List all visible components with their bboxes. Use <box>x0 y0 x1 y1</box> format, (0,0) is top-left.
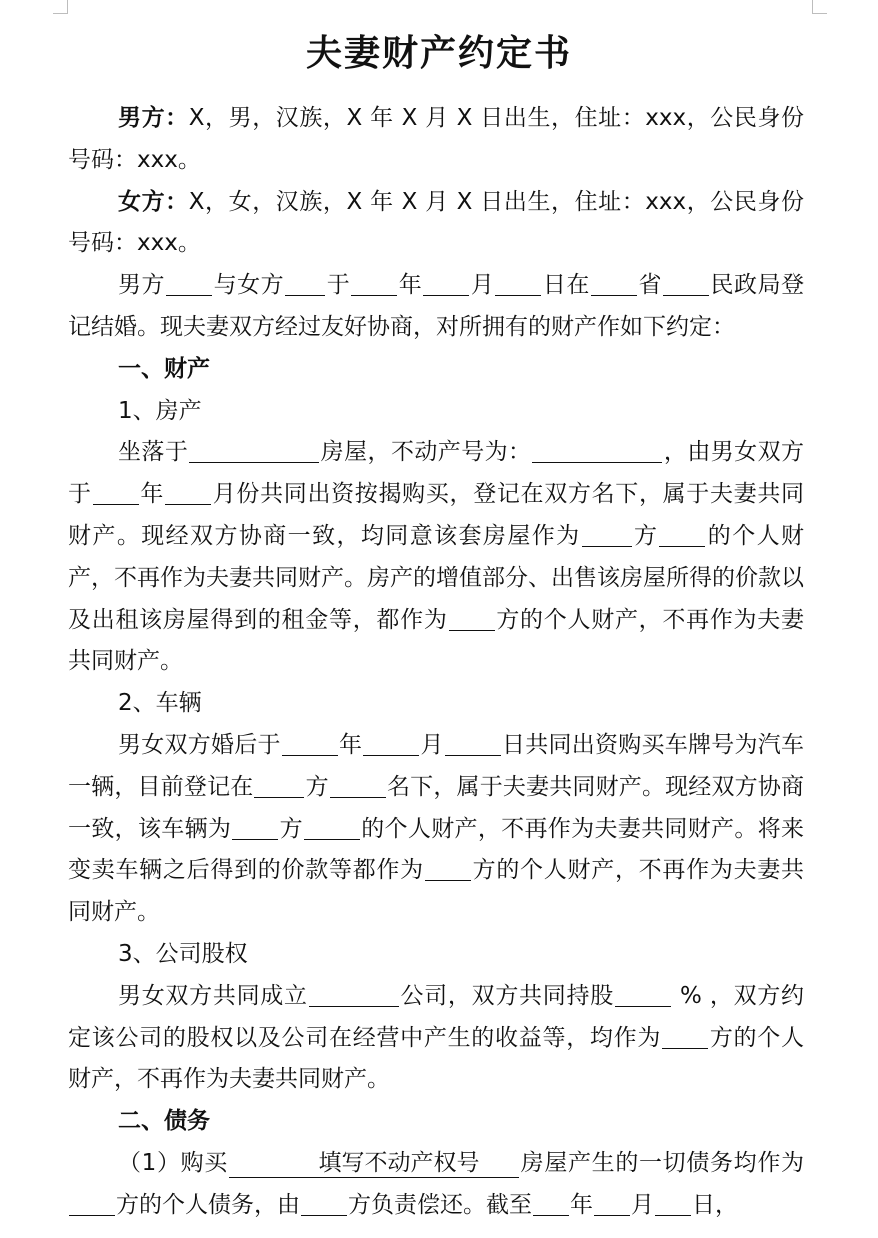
text-segment: 房屋产生的一切债务均作为 <box>519 1149 805 1176</box>
blank-field[interactable] <box>309 981 399 1007</box>
subheading-equity: 3、公司股权 <box>118 940 248 967</box>
blank-field[interactable] <box>532 437 662 463</box>
text-segment: 与女方 <box>213 272 285 299</box>
text-segment: （1）购买 <box>118 1149 228 1176</box>
text-segment: ，由男女双方于 <box>68 439 805 508</box>
blank-field[interactable] <box>582 521 632 547</box>
marriage-paragraph <box>68 265 804 349</box>
section-heading-debt: 二、债务 <box>118 1108 210 1135</box>
blank-field[interactable] <box>655 1190 691 1216</box>
text-segment: 日， <box>692 1191 738 1218</box>
blank-field[interactable] <box>69 1190 115 1216</box>
text-segment: 的个人财产，不再作为夫妻共同财产。房产的增值部分、出售该房屋所得的价款以及出租该房屋得到的租金等，都作为 <box>68 522 805 633</box>
text-segment: 月份共同出资按揭购买，登记在双方名下，属于夫妻共同财产。现经双方协商一致，均同意该套房屋作为 <box>68 481 805 549</box>
blank-field[interactable] <box>591 270 637 296</box>
blank-field[interactable] <box>662 1023 708 1049</box>
wife-text: X，女，汉族，X 年 X 月 X 日出生，住址：xxx，公民身份号码：xxx。 <box>68 188 804 257</box>
husband-label: 男方： <box>118 105 189 131</box>
blank-field[interactable] <box>232 814 278 840</box>
text-segment: 的个人财产，不再作为夫妻共同财产。将来变卖车辆之后得到的价款等都作为 <box>68 815 805 884</box>
blank-field[interactable] <box>495 270 541 296</box>
blank-field[interactable] <box>282 730 338 756</box>
blank-field[interactable] <box>166 270 212 296</box>
text-segment: 方的个人财产，不再作为夫妻共同财产。 <box>68 857 805 926</box>
text-segment: 于 <box>326 272 351 299</box>
text-segment: 年 <box>570 1191 593 1218</box>
text-segment: 方 <box>305 773 329 800</box>
subheading-house: 1、房产 <box>118 397 202 424</box>
section-heading-property: 一、财产 <box>118 355 210 382</box>
blank-field[interactable] <box>449 605 495 631</box>
text-segment: 日在 <box>542 272 590 299</box>
text-segment: 年 <box>139 481 165 508</box>
blank-field[interactable] <box>189 437 319 463</box>
text-segment: 月 <box>420 731 444 758</box>
blank-field[interactable] <box>330 772 386 798</box>
blank-field[interactable] <box>93 479 139 505</box>
page-corner-mark-left <box>53 0 68 14</box>
blank-field[interactable] <box>425 855 471 881</box>
blank-field[interactable] <box>363 730 419 756</box>
text-segment: 男女双方婚后于 <box>118 731 281 758</box>
property-right-number-field[interactable]: 填写不动产权号 <box>229 1149 519 1178</box>
document-title: 夫妻财产约定书 <box>305 33 572 75</box>
blank-field[interactable] <box>663 270 709 296</box>
text-segment: 民政局登记结婚。现夫妻双方经过友好协商，对所拥有的财产作如下约定： <box>68 272 805 340</box>
blank-field[interactable] <box>615 981 671 1007</box>
text-segment: 方的个人财产，不再作为夫妻共同财产。 <box>68 1024 805 1093</box>
subheading-vehicle: 2、车辆 <box>118 690 202 717</box>
blank-field[interactable] <box>165 479 211 505</box>
blank-field[interactable] <box>285 270 325 296</box>
text-segment: 方的个人财产，不再作为夫妻共同财产。 <box>68 606 805 675</box>
text-segment: 方负责偿还。截至 <box>348 1191 532 1218</box>
text-segment: 方 <box>279 815 303 842</box>
blank-field[interactable] <box>533 1190 569 1216</box>
wife-label: 女方： <box>118 188 189 215</box>
house-paragraph <box>68 432 804 683</box>
text-segment: 公司，双方共同持股 <box>399 982 614 1009</box>
text-segment: 方 <box>632 522 659 549</box>
document-body <box>68 98 804 1227</box>
blank-field[interactable] <box>594 1190 630 1216</box>
husband-text: X，男，汉族，X 年 X 月 X 日出生，住址：xxx，公民身份号码：xxx。 <box>68 105 804 173</box>
text-segment: 月 <box>470 272 495 299</box>
text-segment: 男女双方共同成立 <box>118 982 308 1009</box>
text-segment: 年 <box>398 272 423 299</box>
vehicle-paragraph <box>68 725 804 934</box>
blank-field[interactable] <box>301 1190 347 1216</box>
blank-field[interactable] <box>423 270 469 296</box>
text-segment: 日共同出资购买车牌号为汽车一辆，目前登记在 <box>68 731 804 800</box>
text-segment: 坐落于 <box>118 439 189 466</box>
text-segment: 方的个人债务，由 <box>116 1191 300 1218</box>
blank-field[interactable] <box>445 730 501 756</box>
husband-info <box>68 98 804 182</box>
debt-item-1 <box>68 1143 804 1227</box>
blank-field[interactable] <box>351 270 397 296</box>
text-segment: 名下，属于夫妻共同财产。现经双方协商一致，该车辆为 <box>68 773 805 842</box>
blank-field[interactable] <box>254 772 304 798</box>
wife-info <box>68 182 804 266</box>
page-corner-mark-right <box>812 0 827 14</box>
text-segment: % ，双方约定该公司的股权以及公司在经营中产生的收益等，均作为 <box>68 982 805 1051</box>
text-segment: 月 <box>631 1191 654 1218</box>
text-segment: 男方 <box>118 272 166 299</box>
text-segment: 年 <box>338 731 363 758</box>
blank-field[interactable] <box>659 521 705 547</box>
blank-field[interactable] <box>304 814 360 840</box>
text-segment: 省 <box>637 272 662 299</box>
text-segment: 房屋，不动产号为： <box>320 439 532 466</box>
equity-paragraph <box>68 976 804 1101</box>
